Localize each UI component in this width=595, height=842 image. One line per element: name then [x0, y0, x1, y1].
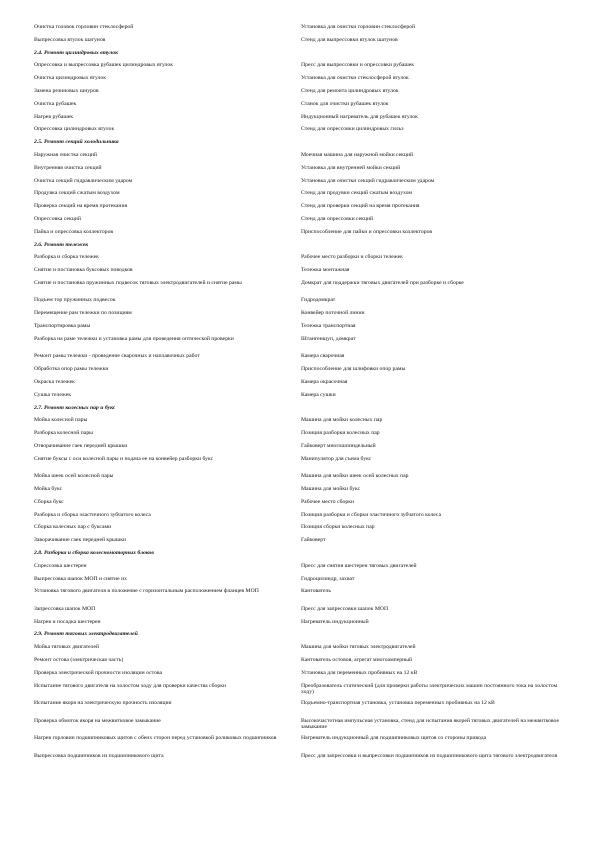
- operation-cell: Заворачивание гаек передней крышки: [34, 537, 127, 544]
- operation-cell: Транспортировка рамы: [34, 323, 91, 330]
- equipment-cell: Установка для переменных пробивных на 12 кВ: [301, 669, 418, 676]
- table-row: [34, 443, 564, 456]
- operation-cell: Очистка головок горловин стеклосферой: [34, 24, 134, 30]
- table-row: [34, 644, 564, 657]
- table-row: [34, 353, 564, 366]
- operation-cell: Проверка секций на время протекания: [34, 203, 128, 210]
- operation-cell: Сушка тележек: [34, 391, 72, 398]
- equipment-cell: Приспособление для шлифовки опор рамы: [301, 366, 406, 373]
- table-row: [34, 683, 564, 701]
- operation-cell: Проверка электрической прочности изоляции остова: [34, 669, 162, 676]
- table-row: [34, 203, 564, 216]
- section-heading-row: [34, 631, 564, 644]
- operation-cell: Мойка букс: [34, 486, 63, 492]
- operation-cell: Окраска тележек: [34, 378, 75, 385]
- equipment-cell: Гайковерт: [301, 537, 326, 544]
- table-row: [34, 336, 564, 354]
- table-row: [34, 190, 564, 203]
- table-row: [34, 366, 564, 379]
- equipment-cell: Станок для очистки рубашек втулок: [301, 100, 389, 107]
- operation-cell: Подъем тор пружинных подвесок: [34, 297, 116, 304]
- operation-cell: Опрессовка и выпрессовка рубашек цилиндровых втулок: [34, 62, 173, 69]
- table-row: [34, 280, 564, 298]
- equipment-cell: Преобразователь статический (для проверки работы электрических машин постоянного тока на холостом ходу): [301, 682, 558, 695]
- operation-cell: Сборка колесных пар с буксами: [34, 524, 112, 531]
- table-row: [34, 619, 564, 632]
- table-row: [34, 178, 564, 191]
- table-row: [34, 657, 564, 670]
- operation-cell: Наружная очистка секций: [34, 151, 97, 158]
- table-row: [34, 37, 564, 50]
- operation-cell: Установка тягового двигателя в положение с горизонтальным расположением фланцев МОП: [34, 588, 259, 595]
- equipment-cell: Пресс для запрессовки шапок МОП: [301, 605, 389, 612]
- operation-cell: Мойка тяговых двигателей: [34, 644, 100, 651]
- section-heading: 2.5. Ремонт секций холодильника: [34, 139, 119, 146]
- equipment-cell: Камера сушки: [301, 391, 336, 398]
- table-row: [34, 563, 564, 576]
- equipment-cell: Стенд для опрессовки секций: [301, 215, 374, 222]
- table-row: [34, 499, 564, 512]
- table-row: [34, 700, 564, 718]
- table-row: [34, 114, 564, 127]
- operation-cell: Испытание якоря на электрическую прочность изоляции: [34, 700, 172, 707]
- operation-cell: Очистка секций гидравлическим ударом: [34, 177, 133, 184]
- operation-cell: Разборка на раме тележки и установка рамы для проведения оптической проверки: [34, 335, 234, 342]
- equipment-cell: Нагреватель индукционный для подшипниковых щитов со стороны привода: [301, 735, 487, 742]
- table-row: [34, 152, 564, 165]
- table-row: [34, 417, 564, 430]
- table-row: [34, 524, 564, 537]
- table-row: [34, 537, 564, 550]
- equipment-cell: Тележка транспортная: [301, 323, 356, 330]
- equipment-cell: Установка для очистки секций гидравлическим ударом: [301, 177, 435, 184]
- operation-cell: Выпрессовка подшипников из подшипникового щита: [34, 752, 164, 759]
- equipment-cell: Тележка монтажная: [301, 267, 350, 274]
- table-row: [34, 473, 564, 486]
- section-heading-row: [34, 50, 564, 63]
- equipment-cell: Рабочее место разборки и сборки тележек: [301, 254, 403, 261]
- operation-cell: Продувка секций сжатым воздухом: [34, 190, 120, 197]
- operation-cell: Разборка колесной пары: [34, 430, 93, 437]
- section-heading-row: [34, 242, 564, 255]
- table-row: [34, 379, 564, 392]
- table-row: [34, 75, 564, 88]
- equipment-cell: Установка для внутренней мойки секций: [301, 164, 401, 171]
- equipment-cell: Машина для мойки колесных пар: [301, 417, 383, 424]
- operation-cell: Испытание тягового двигателя на холостом ходу для проверки качества сборки: [34, 682, 227, 689]
- operation-cell: Очистка цилиндровых втулок: [34, 75, 107, 82]
- equipment-cell: Камера окрасочная: [301, 378, 348, 385]
- operation-cell: Разборка и сборка эластичного зубчатого колеса: [34, 511, 151, 518]
- section-heading: 2.7. Ремонт колесных пар и букс: [34, 404, 116, 411]
- table-row: [34, 718, 564, 736]
- operation-cell: Нагрев горловин подшипниковых щитов с обеих сторон перед установкой роликовых подшипников: [34, 735, 277, 742]
- equipment-cell: Позиция разборки колесных пар: [301, 430, 380, 437]
- operation-cell: Снятие буксы с оси колесной пары и подача ее на конвейер разборки букс: [34, 455, 214, 462]
- operation-cell: Сборка букс: [34, 498, 64, 505]
- equipment-cell: Позиция сборки колесных пар: [301, 524, 375, 531]
- operation-cell: Нагрев рубашек: [34, 113, 74, 120]
- section-heading: 2.9. Ремонт тяговых электродвигателей: [34, 631, 138, 638]
- equipment-cell: Машина для мойки букс: [301, 486, 361, 492]
- equipment-cell: Стенд для ремонта цилиндровых втулок: [301, 87, 399, 94]
- operation-cell: Мойка колесной пары: [34, 417, 88, 424]
- section-heading: 2.6. Ремонт тележек: [34, 241, 89, 248]
- operation-cell: Проверка обмоток якоря на межвитковое замыкание: [34, 717, 161, 724]
- equipment-cell: Домкрат для поддержки тяговых двигателей при разборке и сборке: [301, 279, 464, 286]
- operation-cell: Выпрессовка шапок МОП и снятие их: [34, 575, 127, 582]
- operation-cell: Очистка рубашек: [34, 100, 77, 107]
- operation-cell: Ремонт рамы тележки - проведение сварочных и наплавочных работ: [34, 353, 200, 360]
- operation-cell: Разборка и сборка тележек: [34, 254, 99, 261]
- operation-cell: Нагрев и посадка шестерен: [34, 618, 101, 625]
- operation-cell: Пайка и опрессовка коллекторов: [34, 228, 114, 235]
- operation-cell: Выпрессовка втулок шатунов: [34, 36, 106, 43]
- equipment-cell: Индукционный нагреватель для рубашек втулок: [301, 113, 418, 120]
- table-row: [34, 576, 564, 589]
- equipment-cell: Пресс для снятия шестерен тяговых двигателей: [301, 562, 417, 569]
- table-row: [34, 670, 564, 683]
- table-row: [34, 216, 564, 229]
- table-row: [34, 62, 564, 75]
- operation-cell: Ремонт остова (электрическая часть): [34, 657, 124, 664]
- operation-cell: Опрессовка цилиндровых втулок: [34, 126, 115, 133]
- section-heading-row: [34, 139, 564, 152]
- equipment-cell: Подъемно-транспортная установка, установка переменных пробивных на 12 кВ: [301, 700, 495, 707]
- operation-cell: Снятие и постановка пружинных подвесок тяговых электродвигателей и снятие рамы: [34, 279, 242, 286]
- equipment-cell: Пресс для запрессовки и выпрессовки подшипников из подшипникового щита тягового электродвигателя: [301, 752, 558, 759]
- operation-cell: Отворачивание гаек передней крышки: [34, 442, 128, 449]
- section-heading-row: [34, 550, 564, 563]
- table-row: [34, 392, 564, 405]
- equipment-cell: Установка для очистки горловин стеклосферой: [301, 24, 416, 30]
- table-row: [34, 165, 564, 178]
- section-heading-row: [34, 405, 564, 418]
- equipment-cell: Нагреватель индукционный: [301, 618, 369, 625]
- equipment-cell: Кантователь остовов, агрегат многоамперный: [301, 657, 412, 664]
- table-row: [34, 297, 564, 310]
- section-heading: 2.8. Разборка и сборка колесномоторных блоков: [34, 549, 154, 556]
- table-row: [34, 753, 564, 771]
- operation-cell: Перемещение рам тележки по позициям: [34, 310, 132, 317]
- equipment-cell: Машина для мойки тяговых электродвигателей: [301, 644, 416, 651]
- table-row: [34, 430, 564, 443]
- equipment-cell: Машина для мойки шеек осей колесных пар: [301, 473, 409, 480]
- operation-cell: Опрессовка секций: [34, 215, 81, 222]
- operation-cell: Замена резиновых шнуров: [34, 87, 99, 94]
- table-row: [34, 267, 564, 280]
- equipment-table: [34, 24, 564, 770]
- table-row: [34, 456, 564, 474]
- equipment-cell: Рабочее место сборки: [301, 498, 355, 505]
- equipment-cell: Стенд для выпрессовки втулок шатунов: [301, 36, 398, 43]
- table-row: [34, 735, 564, 753]
- equipment-cell: Конвейер поточной линии: [301, 310, 365, 317]
- equipment-cell: Камера сварочная: [301, 353, 345, 360]
- equipment-cell: Позиция разборки и сборки эластичного зубчатого колеса: [301, 511, 442, 518]
- equipment-cell: Гайковерт многошпиндельный: [301, 442, 376, 449]
- table-row: [34, 588, 564, 606]
- equipment-cell: Гидроцилиндр, захват: [301, 575, 355, 582]
- table-row: [34, 512, 564, 525]
- equipment-cell: Штангенщуп, домкрат: [301, 335, 356, 342]
- equipment-cell: Пресс для выпрессовки и опрессовки рубашек: [301, 62, 415, 69]
- operation-cell: Обработка опор рамы тележки: [34, 366, 109, 373]
- table-row: [34, 323, 564, 336]
- table-row: [34, 101, 564, 114]
- table-row: [34, 24, 564, 37]
- table-row: [34, 606, 564, 619]
- operation-cell: Внутренняя очистка секций: [34, 164, 102, 171]
- table-row: [34, 486, 564, 499]
- equipment-cell: Стенд для продувки секций сжатым воздухом: [301, 190, 413, 197]
- table-row: [34, 88, 564, 101]
- equipment-cell: Установка для очистки стеклосферой втулок: [301, 75, 409, 82]
- equipment-cell: Стенд для проверки секций на время протекания: [301, 203, 420, 210]
- table-row: [34, 310, 564, 323]
- table-row: [34, 254, 564, 267]
- equipment-cell: Стенд для опрессовки цилиндровых гильз: [301, 126, 404, 133]
- equipment-cell: Высокочастотная импульсная установка, стенд для испытания якорей тяговых двигателей на межвитковое замыкание: [301, 717, 559, 730]
- operation-cell: Мойка шеек осей колесной пары: [34, 473, 114, 480]
- equipment-cell: Приспособление для пайки и опрессовки коллекторов: [301, 228, 433, 235]
- equipment-cell: Моечная машина для наружной мойки секций: [301, 151, 414, 158]
- table-row: [34, 126, 564, 139]
- section-heading: 2.4. Ремонт цилиндровых втулок: [34, 49, 119, 56]
- equipment-cell: Гидродомкрат: [301, 297, 336, 304]
- equipment-cell: Кантователь: [301, 588, 331, 595]
- operation-cell: Запрессовка шапок МОП: [34, 605, 96, 612]
- equipment-cell: Манипулятор для съема букс: [301, 455, 372, 462]
- operation-cell: Спрессовка шестерен: [34, 562, 87, 569]
- table-row: [34, 229, 564, 242]
- operation-cell: Снятие и постановка буксовых поводков: [34, 267, 133, 274]
